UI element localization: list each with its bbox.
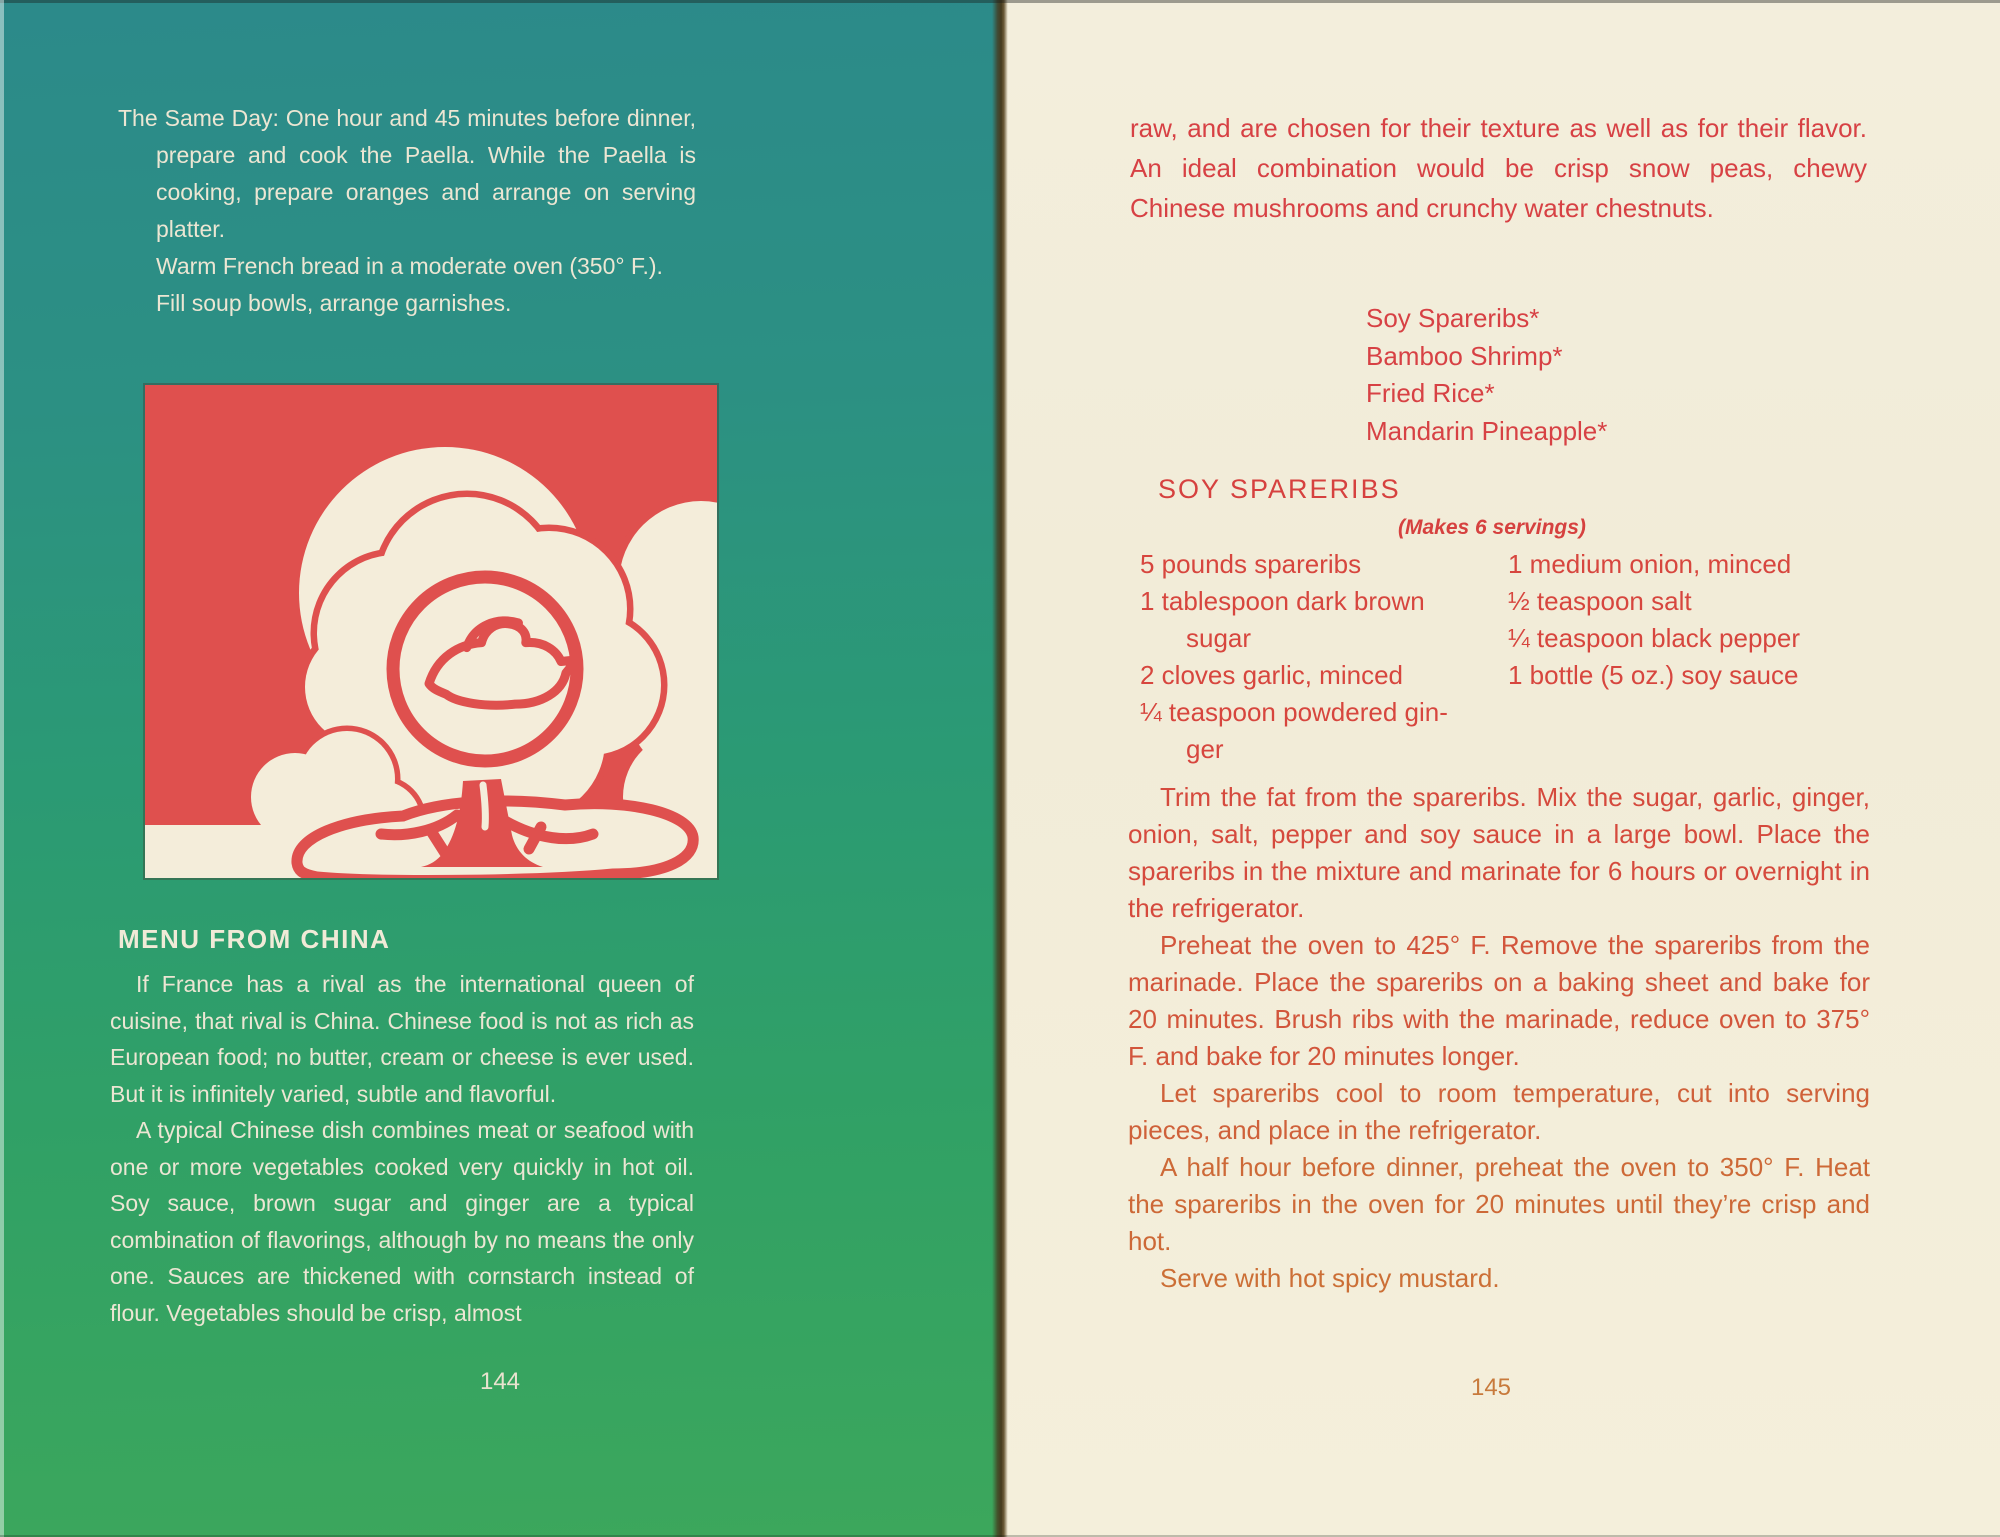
ingredient-line: 1 tablespoon dark brown [1140,586,1425,616]
recipe-title: SOY SPARERIBS [1158,474,1401,504]
ingredients-column-right [1508,546,1800,694]
menu-from-china-heading: MENU FROM CHINA [118,924,391,954]
recipe-steps [1128,779,1870,1297]
servings-note: (Makes 6 servings) [1398,516,1586,539]
recipe-step-3: Let spareribs cool to room temperature, cut into serving pieces, and place in the refrigerator. [1128,1078,1870,1145]
china-intro-paragraph-2: A typical Chinese dish combines meat or seafood with one or more vegetables cooked very quickly in hot oil. Soy sauce, brown sugar and ginger are a typical combination of flavorings, although by no means the only one. Sauces are thickened with cornstarch instead of flour. Vegetables should be crisp, almost [110,1117,694,1326]
menu-item-mandarin-pineapple: Mandarin Pineapple* [1366,415,1608,446]
scan-edge-top [0,0,2000,3]
ingredient-line: 2 cloves garlic, minced [1140,660,1403,690]
menu-item-fried-rice: Fried Rice* [1366,378,1495,408]
book-spine [992,0,1010,1537]
same-day-line-warm: Warm French bread in a moderate oven (350° F.). [156,253,663,279]
page-number-145: 145 [1470,1374,1512,1401]
china-menu-list [1366,300,1607,450]
recipe-step-2: Preheat the oven to 425° F. Remove the spareribs from the marinade. Place the spareribs on a baking sheet and bake for 20 minutes. Brush ribs with the marinade, reduce oven to 375° F. and bake for 20 minutes longer. [1128,930,1870,1071]
china-intro-paragraph-1: If France has a rival as the international queen of cuisine, that rival is China. Chinese food is not as rich as European food; no butter, cream or cheese is ever used. But it is infinitely varied, subtle and flavorful. [110,971,694,1107]
tree-dove-svg [145,385,717,878]
same-day-block [118,100,696,322]
ingredient-line: 1 bottle (5 oz.) soy sauce [1508,660,1799,690]
trunk-highlight [483,785,485,827]
ingredient-line: ¼ teaspoon black pepper [1508,623,1800,653]
page-number-144: 144 [479,1368,521,1395]
ingredient-line: 1 medium onion, minced [1508,549,1792,579]
scan-edge-left [0,0,4,1537]
ingredient-line: 5 pounds spareribs [1140,549,1362,579]
menu-item-bamboo-shrimp: Bamboo Shrimp* [1366,340,1563,371]
vegetables-continuation-paragraph: raw, and are chosen for their texture as well as for their flavor. An ideal combination would be crisp snow peas, chewy Chinese mushrooms and crunchy water chestnuts. [1130,113,1867,223]
ingredients-column-left [1140,546,1448,768]
recipe-step-5: Serve with hot spicy mustard. [1160,1263,1500,1293]
recipe-step-1: Trim the fat from the spareribs. Mix the sugar, garlic, ginger, onion, salt, pepper and soy sauce in a large bowl. Place the spareribs in the mixture and marinate for 6 hours or overnight in the refrigerator. [1128,782,1870,923]
ingredient-line-wrap: sugar [1186,623,1252,653]
ingredient-line: ¼ teaspoon powdered gin- [1140,697,1448,727]
same-day-paragraph: The Same Day: One hour and 45 minutes before dinner, prepare and cook the Paella. While the Paella is cooking, prepare oranges and arrange on serving platter. [118,105,696,242]
right-page-background [1002,0,2000,1537]
china-intro-paragraphs [110,966,694,1331]
recipe-step-4: A half hour before dinner, preheat the oven to 350° F. Heat the spareribs in the oven for 20 minutes until they’re crisp and hot. [1128,1152,1870,1256]
ingredient-line-wrap: ger [1186,734,1224,764]
same-day-line-fill: Fill soup bowls, arrange garnishes. [156,290,512,316]
menu-item-soy-spareribs: Soy Spareribs* [1366,303,1540,333]
ingredient-line: ½ teaspoon salt [1508,586,1692,616]
tree-dove-illustration [145,385,717,878]
